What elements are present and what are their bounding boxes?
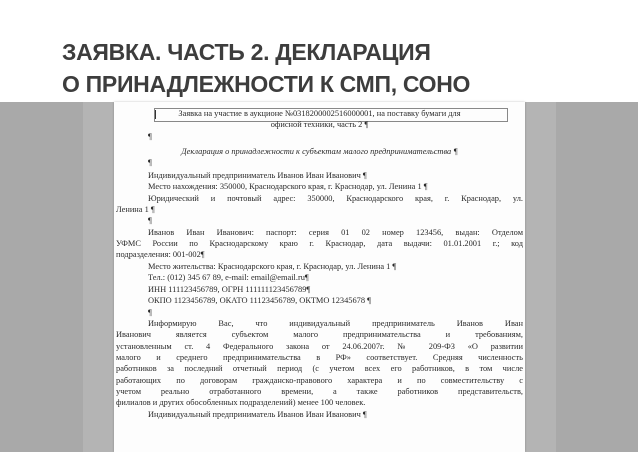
doc-line: Юридический и почтовый адрес: 350000, Краснодарского края, г. Краснодар, ул. [148,194,523,203]
doc-line: Ленина 1 ¶ [116,205,155,214]
doc-line: ¶ [148,216,152,225]
slide-title [62,36,470,100]
doc-line: учетом реально отработанного времени, а также работников представительств, [116,387,523,396]
para-mark: ¶ [148,158,152,167]
doc-line: работников за последний отчетный период (с учетом всех его работников, в том числе [116,364,523,373]
doc-line: УФМС России по Краснодарскому краю г. Краснодар, дата выдачи: 01.01.2001 г.; код [116,239,523,248]
doc-line: Место жительства: Краснодарского края, г. Краснодар, ул. Ленина 1 ¶ [148,262,397,271]
doc-line: работающих по договорам гражданско-правового характера и по совместительству с [116,376,523,385]
doc-line: Тел.: (012) 345 67 89, e-mail: email@email.ru¶ [148,273,309,282]
doc-subtitle: Декларация о принадлежности к субъектам малого предпринимательства ¶ [181,147,458,156]
para-mark: ¶ [148,132,152,141]
doc-line: Иванович является субъектом малого предпринимательства и требованиям, [116,330,523,339]
document-page [114,102,525,452]
doc-line: малого и среднего предпринимательства в РФ» соответствует. Средняя численность [116,353,523,362]
doc-line: Иванов Иван Иванович: паспорт: серия 01 02 номер 123456, выдан: Отделом [148,228,523,237]
viewer-left-margin [0,102,83,452]
doc-line: ИНН 111123456789, ОГРН 111111123456789¶ [148,285,311,294]
doc-line: ¶ [148,308,152,317]
viewer-right-margin [556,102,638,452]
slide-title-line-2: О ПРИНАДЛЕЖНОСТИ К СМП, СОНО [62,71,471,97]
doc-header-line-2: офисной техники, часть 2 ¶ [270,120,369,129]
doc-header-line-1: Заявка на участие в аукционе №0318200002516000001, на поставку бумаги для [178,109,461,118]
doc-line: Индивидуальный предприниматель Иванов Иван Иванович ¶ [148,171,367,180]
doc-line: подразделения: 001-002¶ [116,250,205,259]
doc-line: Индивидуальный предприниматель Иванов Иван Иванович ¶ [148,410,367,419]
doc-line: Информирую Вас, что индивидуальный предприниматель Иванов Иван [148,319,523,328]
doc-line: филиалов и других обособленных подразделений) менее 100 человек. [116,398,366,407]
doc-line: ОКПО 1123456789, ОКАТО 11123456789, ОКТМО 12345678 ¶ [148,296,371,305]
doc-line: Место нахождения: 350000, Краснодарского края, г. Краснодар, ул. Ленина 1 ¶ [148,182,428,191]
slide-title-line-1: ЗАЯВКА. ЧАСТЬ 2. ДЕКЛАРАЦИЯ [62,39,431,65]
doc-line: установленным ст. 4 Федерального закона от 24.06.2007г. № 209-ФЗ «О развитии [116,342,523,351]
